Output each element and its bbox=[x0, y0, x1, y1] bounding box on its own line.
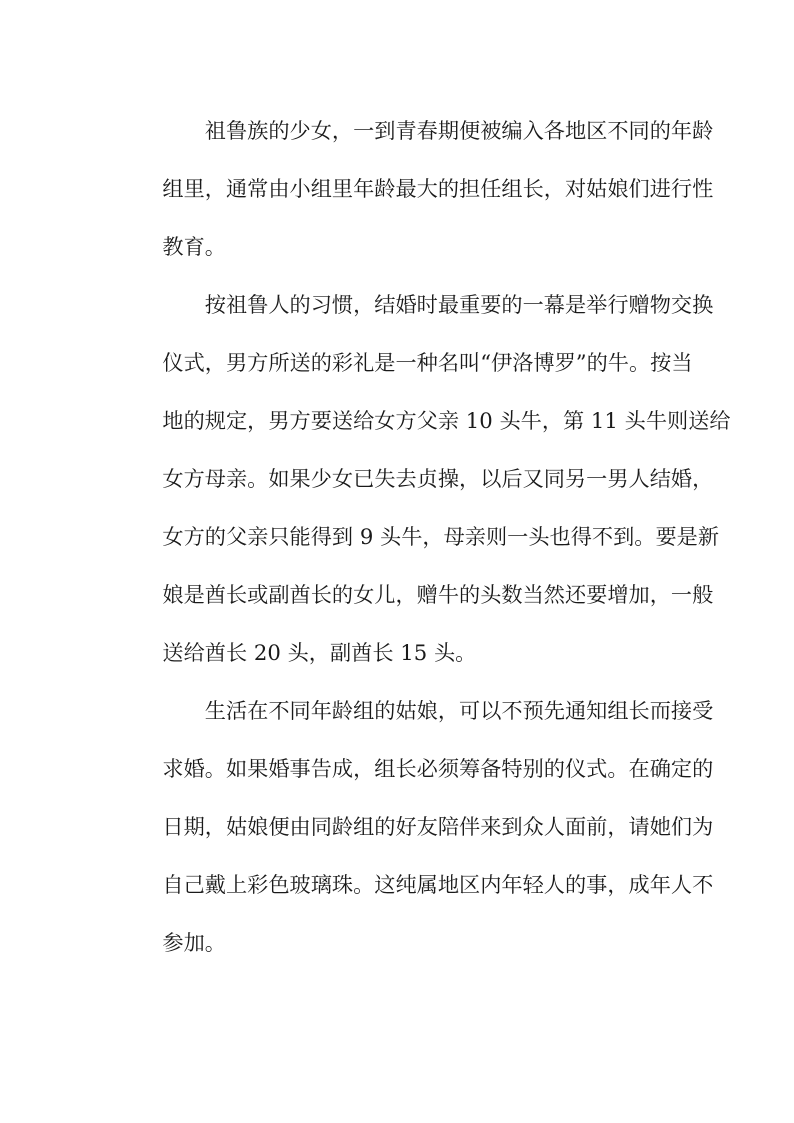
paragraph-line: 教育。 bbox=[162, 234, 226, 259]
body-text bbox=[120, 102, 731, 972]
paragraph-line: 送给酋长 20 头，副酋长 15 头。 bbox=[162, 640, 477, 665]
paragraph-1 bbox=[120, 102, 714, 276]
paragraph-line: 地的规定，男方要送给女方父亲 10 头牛，第 11 头牛则送给 bbox=[162, 408, 731, 433]
paragraph-3 bbox=[120, 682, 714, 972]
paragraph-line: 祖鲁族的少女，一到青春期便被编入各地区不同的年龄 bbox=[204, 118, 714, 143]
paragraph-line: 求婚。如果婚事告成，组长必须筹备特别的仪式。在确定的 bbox=[162, 756, 714, 781]
paragraph-line: 参加。 bbox=[162, 930, 226, 955]
paragraph-line: 按祖鲁人的习惯，结婚时最重要的一幕是举行赠物交换 bbox=[204, 292, 714, 317]
paragraph-line: 生活在不同年龄组的姑娘，可以不预先通知组长而接受 bbox=[204, 698, 714, 723]
paragraph-line: 自己戴上彩色玻璃珠。这纯属地区内年轻人的事，成年人不 bbox=[162, 872, 714, 897]
paragraph-line: 日期，姑娘便由同龄组的好友陪伴来到众人面前，请她们为 bbox=[162, 814, 714, 839]
paragraph-line: 组里，通常由小组里年龄最大的担任组长，对姑娘们进行性 bbox=[162, 176, 714, 201]
paragraph-2 bbox=[120, 276, 731, 682]
paragraph-line: 娘是酋长或副酋长的女儿，赠牛的头数当然还要增加，一般 bbox=[162, 582, 714, 607]
paragraph-line: 仪式，男方所送的彩礼是一种名叫“伊洛博罗”的牛。按当 bbox=[162, 350, 693, 375]
paragraph-line: 女方的父亲只能得到 9 头牛，母亲则一头也得不到。要是新 bbox=[162, 524, 720, 549]
paragraph-line: 女方母亲。如果少女已失去贞操，以后又同另一男人结婚， bbox=[162, 466, 714, 491]
